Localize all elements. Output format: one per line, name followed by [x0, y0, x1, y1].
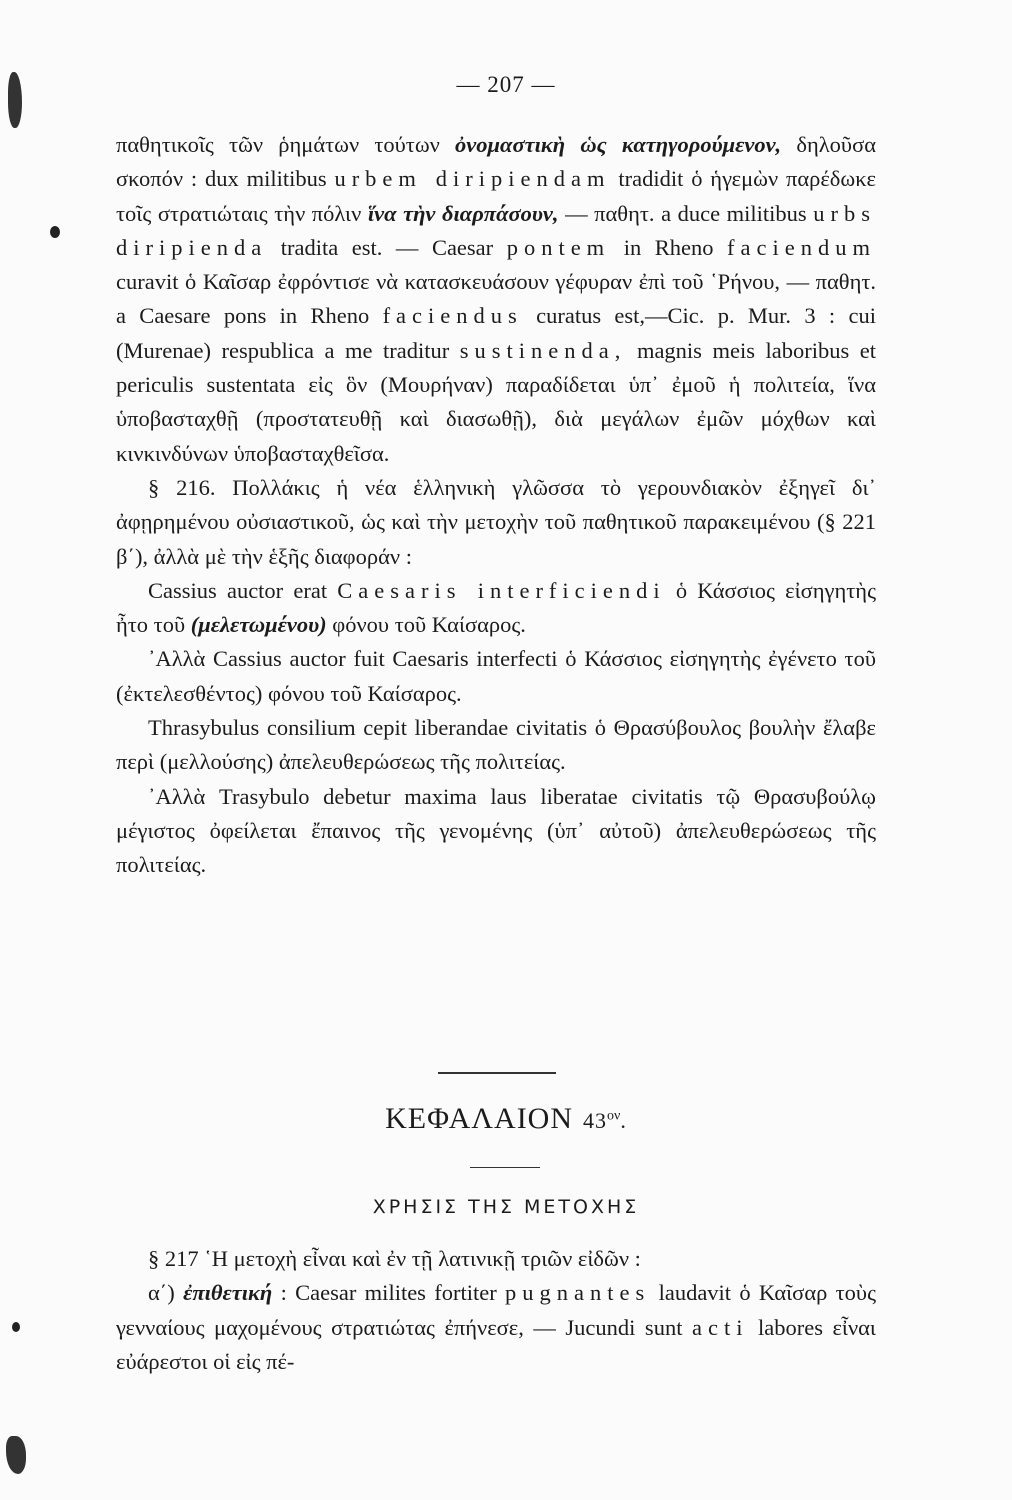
chapter-number: $43^{o\nu}$.: [583, 1108, 627, 1133]
page-number: — 207 —: [456, 72, 556, 97]
paragraph-217: § 217 ῾Η μετοχὴ εἶναι καὶ ἐν τῇ λατινικῇ τριῶν εἰδῶν :: [148, 1246, 641, 1271]
body-text: [116, 128, 876, 883]
paragraph-attributive-participle: α΄) ἐπιθετική : Caesar milites fortiter pugnantes laudavit ὁ Καῖσαρ τοὺς γενναίους μαχομένους στρατιώτας ἐπήνεσε, — Jucundi sunt acti labores εἶναι εὐάρεστοι οἱ εἰς πέ-: [116, 1280, 876, 1374]
paragraph-thrasybulus-example: Thrasybulus consilium cepit liberandae civitatis ὁ Θρασύβουλος βουλὴν ἔλαβε περὶ (μελλούσης) ἀπελευθερώσεως τῆς πολιτείας.: [116, 715, 876, 775]
paragraph-thrasybulus-contrast: ᾽Αλλὰ Trasybulo debetur maxima laus liberatae civitatis τῷ Θρασυβούλῳ μέγιστος ὀφείλεται ἔπαινος τῆς γενομένης (ὑπ᾽ αὐτοῦ) ἀπελευθερώσεως τῆς πολιτείας.: [116, 783, 876, 878]
divider-rule-short: [470, 1167, 540, 1168]
scan-mark-bottom: [6, 1436, 26, 1474]
section-heading: ΧΡΗΣΙΣ ΤΗΣ ΜΕΤΟΧΗΣ: [372, 1196, 640, 1218]
body-text-continued: [116, 1242, 876, 1379]
chapter-title: ΚΕΦΑΛΑΙΟΝ $43^{o\nu}$.: [385, 1102, 627, 1135]
paragraph-cassius-example: Cassius auctor erat Caesaris interficiendi ὁ Κάσσιος εἰσηγητὴς ἦτο τοῦ (μελετωμένου) φόνου τοῦ Καίσαρος.: [116, 577, 876, 638]
scan-mark-dot: [50, 226, 60, 238]
paragraph-216: § 216. Πολλάκις ἡ νέα ἑλληνικὴ γλῶσσα τὸ γερουνδιακὸν ἐξηγεῖ δι᾽ ἀφῃρημένου οὐσιαστικοῦ, ὡς καὶ τὴν μετοχὴν τοῦ παθητικοῦ παρακειμένου (§ 221 β΄), ἀλλὰ μὲ τὴν ἑξῆς διαφοράν :: [116, 474, 876, 569]
paragraph-cassius-contrast: ᾽Αλλὰ Cassius auctor fuit Caesaris interfecti ὁ Κάσσιος εἰσηγητὴς ἐγένετο τοῦ (ἐκτελεσθέντος) φόνου τοῦ Καίσαρος.: [116, 646, 876, 706]
paragraph-gerundive-examples: παθητικοῖς τῶν ῥημάτων τούτων ὀνομαστικὴ ὡς κατηγορούμενον, δηλοῦσα σκοπόν : dux militibus urbem diripiendam tradidit ὁ ἡγεμὼν παρέδωκε τοῖς στρατιώταις τὴν πόλιν ἵνα τὴν διαρπάσουν, — παθητ. a duce militibus urbs diripienda tradita est. — Caesar pontem in Rheno faciendum curavit ὁ Καῖσαρ ἐφρόντισε νὰ κατασκευάσουν γέφυραν ἐπὶ τοῦ ῾Ρήνου, — παθητ. a Caesare pons in Rheno faciendus curatus est,—Cic. p. Mur. 3 : cui (Murenae) respublica a me traditur sustinenda, magnis meis laboribus et periculis sustentata εἰς ὃν (Μουρήναν) παραδίδεται ὑπ᾽ ἐμοῦ ἡ πολιτεία, ἵνα ὑποβασταχθῇ (προστατευθῇ καὶ διασωθῇ), διὰ μεγάλων ἐμῶν μόχθων καὶ κινκινδύνων ὑποβασταχθεῖσα.: [116, 132, 877, 466]
scan-mark-dot: [12, 1322, 20, 1332]
divider-rule: [438, 1072, 556, 1074]
